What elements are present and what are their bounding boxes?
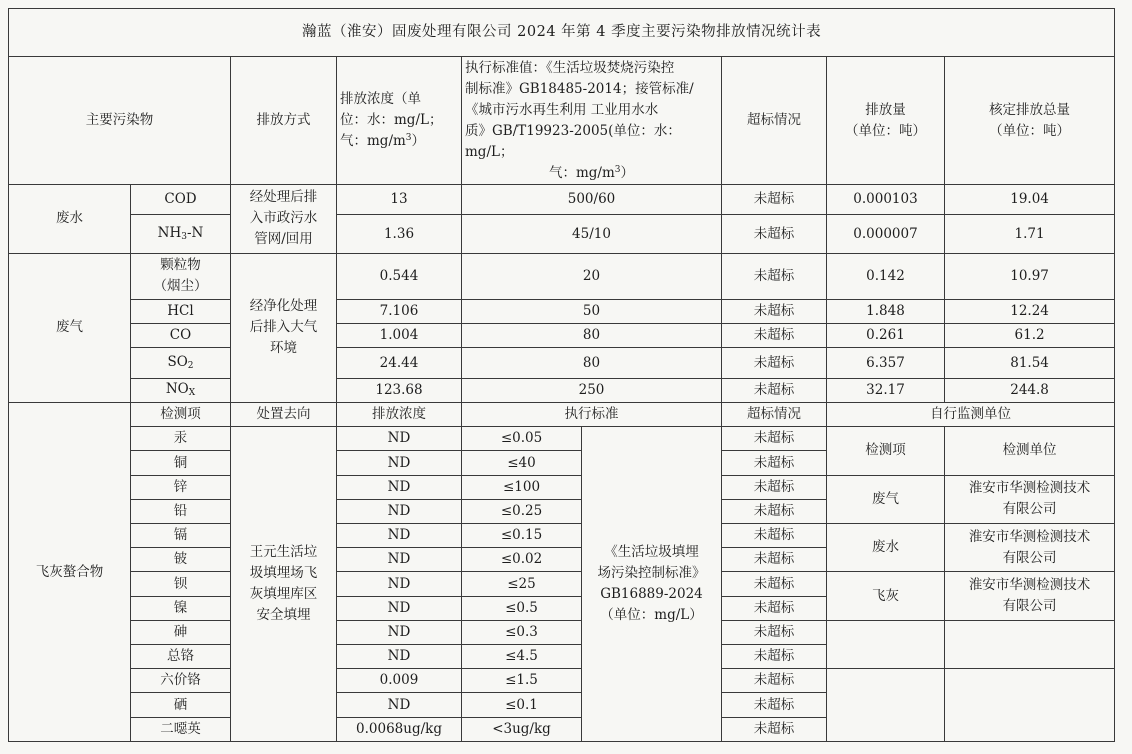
header-concentration: 排放浓度（单 位：水：mg/L； 气：$mg/m^3$） xyxy=(337,57,462,185)
exceed-status: 未超标 xyxy=(722,324,827,348)
table-row xyxy=(9,253,1115,299)
header-total: 核定排放总量 （单位：吨） xyxy=(945,57,1115,185)
amount-value: 0.000007 xyxy=(827,215,945,253)
flyash-exceed: 未超标 xyxy=(722,620,827,644)
flyash-item: 二噁英 xyxy=(131,717,231,741)
amount-value: 0.261 xyxy=(827,324,945,348)
exceed-status: 未超标 xyxy=(722,300,827,324)
flyash-exceed: 未超标 xyxy=(722,693,827,717)
amount-value: 32.17 xyxy=(827,378,945,402)
table-row xyxy=(9,348,1115,378)
monitor-unit: 淮安市华测检测技术 有限公司 xyxy=(945,475,1115,523)
concentration-value: 1.36 xyxy=(337,215,462,253)
flyash-destination: 王元生活垃 圾填埋场飞 灰填埋库区 安全填埋 xyxy=(231,427,337,742)
flyash-exceed: 未超标 xyxy=(722,499,827,523)
flyash-limit: ≤100 xyxy=(462,475,582,499)
monitor-empty xyxy=(945,669,1115,742)
table-row xyxy=(9,378,1115,402)
pollutant-item: $SO_2$ xyxy=(131,348,231,378)
flyash-item: 钡 xyxy=(131,572,231,596)
flyash-exceed: 未超标 xyxy=(722,669,827,693)
standard-value: 250 xyxy=(462,378,722,402)
flyash-exceed: 未超标 xyxy=(722,717,827,741)
exhaust-method: 经净化处理 后排入大气 环境 xyxy=(231,253,337,402)
flyash-item: 砷 xyxy=(131,620,231,644)
flyash-exceed: 未超标 xyxy=(722,427,827,451)
concentration-value: 7.106 xyxy=(337,300,462,324)
amount-value: 6.357 xyxy=(827,348,945,378)
flyash-limit: ≤0.15 xyxy=(462,523,582,547)
flyash-conc: ND xyxy=(337,475,462,499)
flyash-exceed: 未超标 xyxy=(722,475,827,499)
flyash-limit: ≤0.1 xyxy=(462,693,582,717)
flyash-limit: ≤4.5 xyxy=(462,644,582,668)
flyash-limit: ≤0.05 xyxy=(462,427,582,451)
table-row xyxy=(9,620,1115,644)
total-value: 19.04 xyxy=(945,185,1115,215)
flyash-conc: 0.0068ug/kg xyxy=(337,717,462,741)
flyash-item: 锌 xyxy=(131,475,231,499)
amount-value: 1.848 xyxy=(827,300,945,324)
flyash-conc: ND xyxy=(337,596,462,620)
flyash-limit: ≤0.5 xyxy=(462,596,582,620)
monitor-unit: 淮安市华测检测技术 有限公司 xyxy=(945,572,1115,620)
monitor-unit: 淮安市华测检测技术 有限公司 xyxy=(945,523,1115,571)
exceed-status: 未超标 xyxy=(722,215,827,253)
pollutant-item: $NO_X$ xyxy=(131,378,231,402)
flyash-item: 硒 xyxy=(131,693,231,717)
flyash-exceed: 未超标 xyxy=(722,523,827,547)
flyash-conc: ND xyxy=(337,693,462,717)
standard-value: 45/10 xyxy=(462,215,722,253)
flyash-exceed: 未超标 xyxy=(722,451,827,475)
total-value: 61.2 xyxy=(945,324,1115,348)
exceed-status: 未超标 xyxy=(722,378,827,402)
flyash-limit: <3ug/kg xyxy=(462,717,582,741)
flyash-limit: ≤0.02 xyxy=(462,548,582,572)
flyash-limit: ≤0.3 xyxy=(462,620,582,644)
total-value: 12.24 xyxy=(945,300,1115,324)
header-standard: 执行标准值：《生活垃圾焚烧污染控 制标准》GB18485-2014；接管标准/ 《城市污水再生利用 工业用水水 质》GB/T19923-2005(单位：水：mg/L； 气：$mg/m^3$） xyxy=(462,57,722,185)
flyash-header-row xyxy=(9,402,1115,426)
monitor-empty xyxy=(827,669,945,742)
flyash-exceed: 未超标 xyxy=(722,596,827,620)
table-row xyxy=(9,669,1115,693)
concentration-value: 24.44 xyxy=(337,348,462,378)
concentration-value: 13 xyxy=(337,185,462,215)
pollutant-item: 颗粒物 （烟尘） xyxy=(131,253,231,299)
table-row xyxy=(9,185,1115,215)
concentration-value: 1.004 xyxy=(337,324,462,348)
flyash-exceed: 未超标 xyxy=(722,548,827,572)
flyash-item: 总铬 xyxy=(131,644,231,668)
header-exceed: 超标情况 xyxy=(722,57,827,185)
flyash-limit: ≤1.5 xyxy=(462,669,582,693)
header-row xyxy=(9,57,1115,185)
flyash-item: 铜 xyxy=(131,451,231,475)
pollutant-item: COD xyxy=(131,185,231,215)
pollutant-item: HCl xyxy=(131,300,231,324)
table-row xyxy=(9,215,1115,253)
flyash-limit: ≤0.25 xyxy=(462,499,582,523)
header-main-pollutant: 主要污染物 xyxy=(9,57,231,185)
pollutant-emission-table xyxy=(8,8,1115,742)
pollutant-item: $NH_3-N$ xyxy=(131,215,231,253)
flyash-item: 铅 xyxy=(131,499,231,523)
concentration-value: 123.68 xyxy=(337,378,462,402)
amount-value: 0.142 xyxy=(827,253,945,299)
flyash-item: 镍 xyxy=(131,596,231,620)
exceed-status: 未超标 xyxy=(722,185,827,215)
flyash-conc: ND xyxy=(337,644,462,668)
total-value: 1.71 xyxy=(945,215,1115,253)
flyash-col-dest: 处置去向 xyxy=(231,402,337,426)
concentration-value: 0.544 xyxy=(337,253,462,299)
monitor-col-item: 检测项 xyxy=(827,427,945,475)
flyash-standard: 《生活垃圾填埋 场污染控制标准》 GB16889-2024 （单位：mg/L） xyxy=(582,427,722,742)
table-row xyxy=(9,572,1115,596)
flyash-limit: ≤25 xyxy=(462,572,582,596)
flyash-conc: ND xyxy=(337,451,462,475)
flyash-col-conc: 排放浓度 xyxy=(337,402,462,426)
monitor-item: 废水 xyxy=(827,523,945,571)
monitor-empty xyxy=(827,620,945,668)
flyash-col-exceed: 超标情况 xyxy=(722,402,827,426)
table-row xyxy=(9,475,1115,499)
total-value: 81.54 xyxy=(945,348,1115,378)
header-discharge-method: 排放方式 xyxy=(231,57,337,185)
flyash-conc: ND xyxy=(337,499,462,523)
flyash-conc: ND xyxy=(337,523,462,547)
monitor-item: 废气 xyxy=(827,475,945,523)
total-value: 10.97 xyxy=(945,253,1115,299)
total-value: 244.8 xyxy=(945,378,1115,402)
flyash-item: 铍 xyxy=(131,548,231,572)
table-row xyxy=(9,300,1115,324)
wastewater-method: 经处理后排 入市政污水 管网/回用 xyxy=(231,185,337,254)
exhaust-category: 废气 xyxy=(9,253,131,402)
flyash-exceed: 未超标 xyxy=(722,644,827,668)
standard-value: 50 xyxy=(462,300,722,324)
pollutant-item: CO xyxy=(131,324,231,348)
exceed-status: 未超标 xyxy=(722,348,827,378)
standard-value: 500/60 xyxy=(462,185,722,215)
header-amount: 排放量 （单位：吨） xyxy=(827,57,945,185)
table-row xyxy=(9,324,1115,348)
flyash-conc: ND xyxy=(337,548,462,572)
monitor-empty xyxy=(945,620,1115,668)
exceed-status: 未超标 xyxy=(722,253,827,299)
flyash-conc: ND xyxy=(337,427,462,451)
monitor-item: 飞灰 xyxy=(827,572,945,620)
flyash-item: 汞 xyxy=(131,427,231,451)
monitor-col-unit: 检测单位 xyxy=(945,427,1115,475)
table-row xyxy=(9,427,1115,451)
flyash-conc: ND xyxy=(337,572,462,596)
table-title: 瀚蓝（淮安）固废处理有限公司 2024 年第 4 季度主要污染物排放情况统计表 xyxy=(9,9,1115,57)
standard-value: 80 xyxy=(462,324,722,348)
flyash-exceed: 未超标 xyxy=(722,572,827,596)
flyash-limit: ≤40 xyxy=(462,451,582,475)
flyash-col-std: 执行标准 xyxy=(462,402,722,426)
flyash-item: 镉 xyxy=(131,523,231,547)
flyash-col-self-monitor: 自行监测单位 xyxy=(827,402,1115,426)
amount-value: 0.000103 xyxy=(827,185,945,215)
standard-value: 80 xyxy=(462,348,722,378)
flyash-col-item: 检测项 xyxy=(131,402,231,426)
flyash-item: 六价铬 xyxy=(131,669,231,693)
table-row xyxy=(9,523,1115,547)
flyash-conc: 0.009 xyxy=(337,669,462,693)
standard-value: 20 xyxy=(462,253,722,299)
flyash-category: 飞灰螯合物 xyxy=(9,402,131,741)
wastewater-category: 废水 xyxy=(9,185,131,254)
flyash-conc: ND xyxy=(337,620,462,644)
